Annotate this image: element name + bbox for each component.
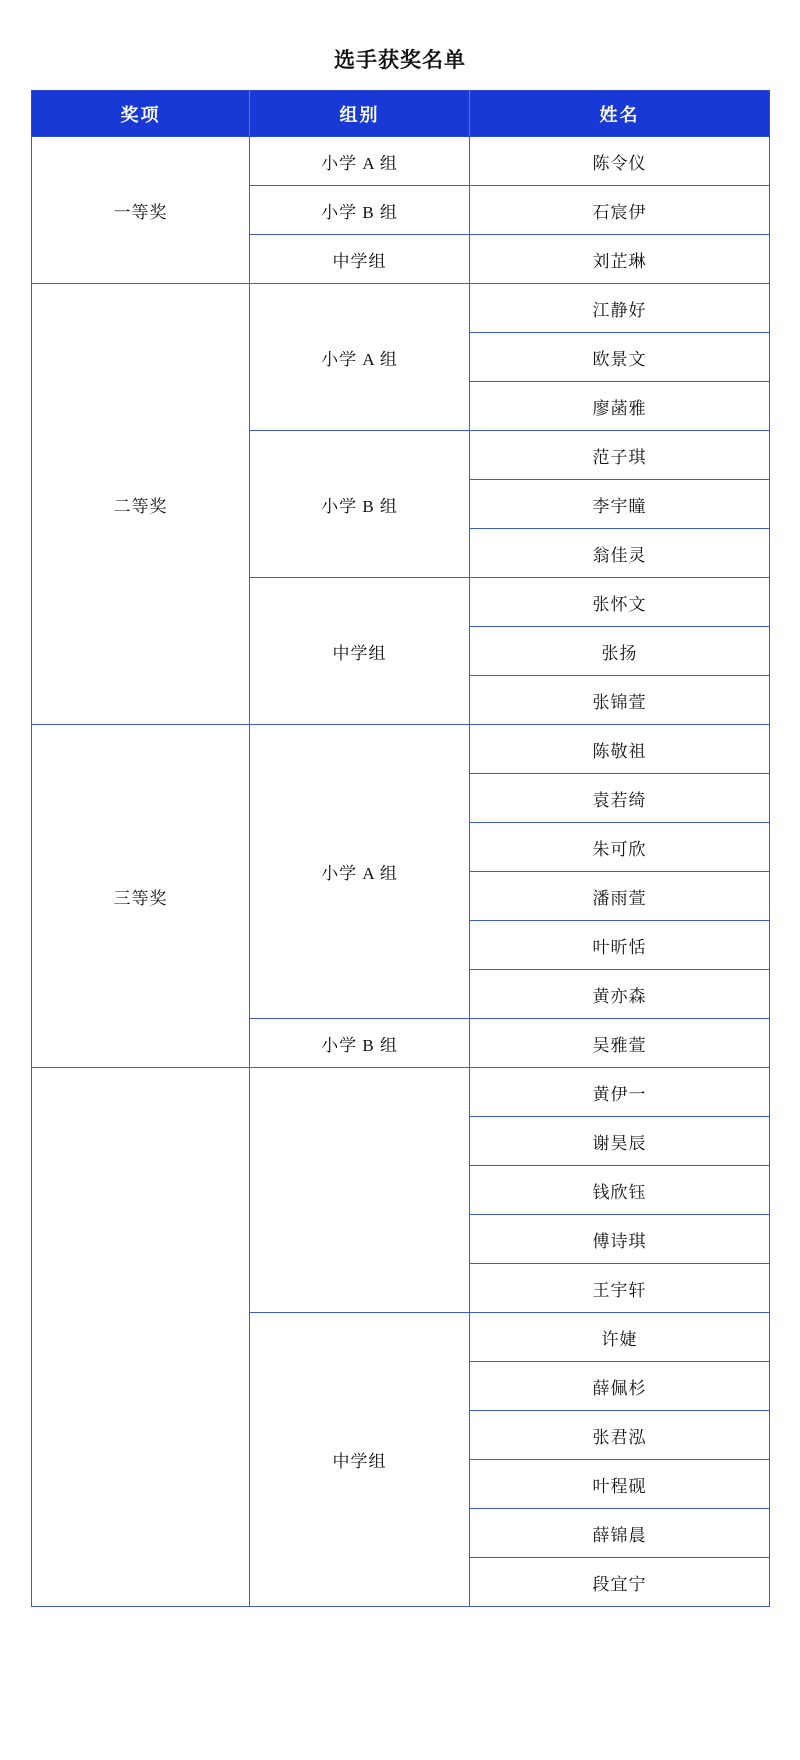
name-cell: 张君泓 xyxy=(470,1411,770,1460)
award-cell: 三等奖 xyxy=(32,725,250,1068)
name-cell: 刘芷琳 xyxy=(470,235,770,284)
name-cell: 陈令仪 xyxy=(470,137,770,186)
table-header xyxy=(32,91,770,137)
name-cell: 叶程砚 xyxy=(470,1460,770,1509)
name-cell: 潘雨萱 xyxy=(470,872,770,921)
table-body xyxy=(32,137,770,1607)
name-cell: 钱欣钰 xyxy=(470,1166,770,1215)
name-cell: 石宸伊 xyxy=(470,186,770,235)
table-row xyxy=(32,1068,770,1117)
group-cell: 中学组 xyxy=(250,1313,470,1607)
table-row xyxy=(32,284,770,333)
name-cell: 欧景文 xyxy=(470,333,770,382)
name-cell: 张扬 xyxy=(470,627,770,676)
name-cell: 吴雅萱 xyxy=(470,1019,770,1068)
page-title: 选手获奖名单 xyxy=(334,48,466,72)
column-header-name: 姓名 xyxy=(470,91,770,137)
name-cell: 王宇轩 xyxy=(470,1264,770,1313)
group-cell xyxy=(250,1068,470,1313)
name-cell: 谢昊辰 xyxy=(470,1117,770,1166)
name-cell: 叶昕恬 xyxy=(470,921,770,970)
award-list-table xyxy=(31,90,770,1607)
name-cell: 袁若绮 xyxy=(470,774,770,823)
name-cell: 翁佳灵 xyxy=(470,529,770,578)
name-cell: 江静好 xyxy=(470,284,770,333)
group-cell: 小学 B 组 xyxy=(250,186,470,235)
name-cell: 傅诗琪 xyxy=(470,1215,770,1264)
name-cell: 张怀文 xyxy=(470,578,770,627)
name-cell: 张锦萱 xyxy=(470,676,770,725)
group-cell: 小学 A 组 xyxy=(250,137,470,186)
name-cell: 黄伊一 xyxy=(470,1068,770,1117)
group-cell: 小学 B 组 xyxy=(250,431,470,578)
award-cell: 一等奖 xyxy=(32,137,250,284)
name-cell: 许婕 xyxy=(470,1313,770,1362)
name-cell: 薛锦晨 xyxy=(470,1509,770,1558)
group-cell: 小学 B 组 xyxy=(250,1019,470,1068)
table-header-row xyxy=(32,91,770,137)
name-cell: 黄亦森 xyxy=(470,970,770,1019)
award-cell: 二等奖 xyxy=(32,284,250,725)
name-cell: 范子琪 xyxy=(470,431,770,480)
name-cell: 李宇瞳 xyxy=(470,480,770,529)
group-cell: 小学 A 组 xyxy=(250,284,470,431)
name-cell: 廖菡雅 xyxy=(470,382,770,431)
name-cell: 朱可欣 xyxy=(470,823,770,872)
column-header-group: 组别 xyxy=(250,91,470,137)
name-cell: 薛佩杉 xyxy=(470,1362,770,1411)
name-cell: 段宜宁 xyxy=(470,1558,770,1607)
column-header-award: 奖项 xyxy=(32,91,250,137)
award-cell xyxy=(32,1068,250,1607)
group-cell: 中学组 xyxy=(250,235,470,284)
group-cell: 小学 A 组 xyxy=(250,725,470,1019)
table-row xyxy=(32,725,770,774)
name-cell: 陈敬祖 xyxy=(470,725,770,774)
group-cell: 中学组 xyxy=(250,578,470,725)
table-row xyxy=(32,137,770,186)
